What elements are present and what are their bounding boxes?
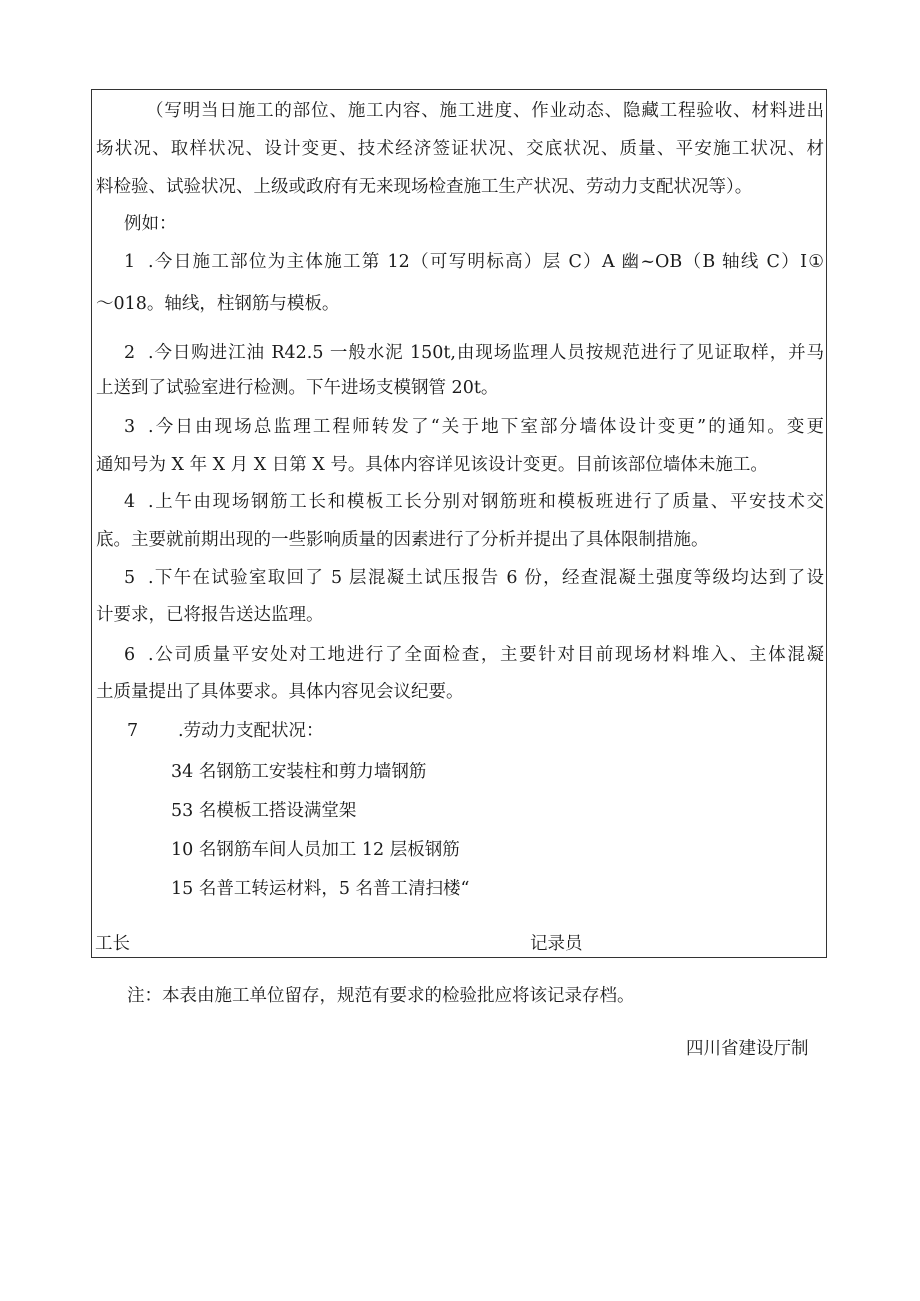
item-1-number: 1: [124, 252, 136, 272]
item-5-line-1: .下午在试验室取回了 5 层混凝土试压报告 6 份，经查混凝土强度等级均达到了设: [148, 568, 824, 588]
item-6-line-2: 土质量提出了具体要求。具体内容见会议纪要。: [96, 682, 464, 702]
item-7-title: .劳动力支配状况：: [178, 721, 324, 741]
item-2-number: 2: [124, 343, 136, 363]
item-3-number: 3: [124, 417, 136, 437]
labor-line-2: 53 名模板工搭设满堂架: [171, 801, 357, 821]
labor-line-4: 15 名普工转运材料，5 名普工清扫楼“: [171, 879, 470, 899]
item-2-line-2: 上送到了试验室进行检测。下午进场支模钢管 20t。: [96, 378, 499, 398]
record-form-frame: [91, 89, 827, 958]
recorder-label: 记录员: [530, 934, 583, 954]
intro-line-1: （写明当日施工的部位、施工内容、施工进度、作业动态、隐藏工程验收、材料进出: [146, 101, 824, 121]
item-5-line-2: 计要求，已将报告送达监理。: [96, 605, 324, 625]
item-2-line-1: .今日购进江油 R42.5 一般水泥 150t,由现场监理人员按规范进行了见证取样，并马: [148, 343, 824, 363]
item-4-number: 4: [124, 492, 136, 512]
issuer: 四川省建设厅制: [686, 1039, 809, 1059]
intro-line-2: 场状况、取样状况、设计变更、技术经济签证状况、交底状况、质量、平安施工状况、材: [96, 139, 824, 159]
item-6-line-1: .公司质量平安处对工地进行了全面检查，主要针对目前现场材料堆入、主体混凝: [148, 645, 824, 665]
item-3-line-1: .今日由现场总监理工程师转发了“关于地下室部分墙体设计变更”的通知。变更: [148, 417, 824, 437]
labor-line-1: 34 名钢筋工安装柱和剪力墙钢筋: [171, 762, 427, 782]
footnote: 注：本表由施工单位留存，规范有要求的检验批应将该记录存档。: [127, 986, 635, 1006]
item-4-line-1: .上午由现场钢筋工长和模板工长分别对钢筋班和模板班进行了质量、平安技术交: [148, 492, 824, 512]
intro-line-3: 料检验、试验状况、上级或政府有无来现场检查施工生产状况、劳动力支配状况等）。: [96, 177, 753, 197]
item-7-number: 7: [127, 721, 139, 741]
foreman-label: 工长: [95, 934, 130, 954]
labor-line-3: 10 名钢筋车间人员加工 12 层板钢筋: [171, 840, 460, 860]
item-4-line-2: 底。主要就前期出现的一些影响质量的因素进行了分析并提出了具体限制措施。: [96, 530, 709, 550]
item-3-line-2: 通知号为 X 年 X 月 X 日第 X 号。具体内容详见该设计变更。目前该部位墙体未施工。: [96, 455, 768, 475]
item-6-number: 6: [124, 645, 136, 665]
item-1-line-1: .今日施工部位为主体施工第 12（可写明标高）层 C）A 幽~OB（B 轴线 C）I①: [148, 252, 824, 272]
item-1-line-2: ～018。轴线，柱钢筋与模板。: [96, 294, 340, 314]
example-label: 例如：: [124, 214, 177, 234]
item-5-number: 5: [124, 568, 136, 588]
